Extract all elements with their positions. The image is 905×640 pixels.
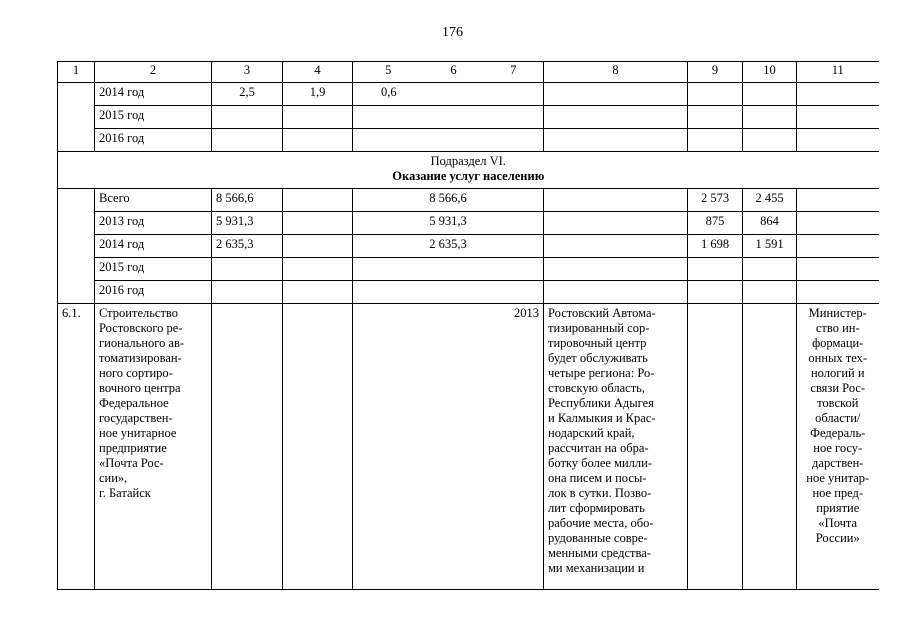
col-num-4: 4 <box>283 62 353 83</box>
col-num-6: 6 <box>424 62 484 83</box>
col-num-11: 11 <box>797 62 879 83</box>
value-cell <box>353 83 544 106</box>
blank-cell <box>58 83 95 152</box>
item-description: Ростовский Автома- тизированный сор- тировочный центр будет обслуживать четыре региона: Ро- стовскую область, Республики Адыгея и Калмыкия и Крас- нодарский край, рассчитан на обра- ботку более милли- она писем и посы- лок в сутки. Позво- лит сформировать рабочие места, обо- рудованные совре- менными средства- ми механизации и <box>544 304 688 590</box>
blank-cell <box>283 235 353 258</box>
value-cell: 1,9 <box>283 83 353 106</box>
blank-cell <box>743 83 797 106</box>
blank-cell <box>283 129 353 152</box>
year-label: 2016 год <box>95 129 212 152</box>
item-responsible: Министер- ство ин- формаци- онных тех- нологий и связи Рос- товской области/ Федераль- ное госу- дарствен- ное унитар- ное пред- приятие «Почта России» <box>797 304 879 590</box>
blank-cell <box>353 106 544 129</box>
blank-cell <box>283 106 353 129</box>
table-row <box>58 83 879 106</box>
table-row <box>58 281 879 304</box>
blank-cell <box>353 281 544 304</box>
value-cell: 1 591 <box>743 235 797 258</box>
section-heading <box>58 152 879 189</box>
blank-cell <box>544 281 688 304</box>
col-num-10: 10 <box>743 62 797 83</box>
row-label: 2013 год <box>95 212 212 235</box>
item-number: 6.1. <box>58 304 95 590</box>
blank-cell <box>797 129 879 152</box>
section-number: Подраздел VI. <box>430 154 506 168</box>
blank-cell <box>688 106 743 129</box>
blank-cell <box>797 106 879 129</box>
blank-cell <box>283 212 353 235</box>
item-row <box>58 304 879 590</box>
blank-cell <box>283 189 353 212</box>
table-row <box>58 129 879 152</box>
page-number: 176 <box>442 25 463 40</box>
item-name: Строительство Ростовского ре- гионального ав- томатизирован- ного сортиро- вочного центра Федеральное государствен- ное унитарное предприятие «Почта Рос- сии», г. Батайск <box>95 304 212 590</box>
col-num-5: 5 <box>353 62 424 83</box>
blank-cell <box>743 281 797 304</box>
col-num-1: 1 <box>58 62 95 83</box>
blank-cell <box>688 83 743 106</box>
blank-cell <box>544 189 688 212</box>
blank-cell <box>283 281 353 304</box>
value-cell: 1 698 <box>688 235 743 258</box>
value-cell: 5 931,3 <box>353 212 544 235</box>
value-text: 0,6 <box>381 85 397 99</box>
blank-cell <box>743 304 797 590</box>
blank-cell <box>688 281 743 304</box>
blank-cell <box>797 235 879 258</box>
section-row <box>58 152 879 189</box>
section-title: Оказание услуг населению <box>392 169 545 183</box>
program-table <box>57 61 879 590</box>
value-cell: 2 635,3 <box>353 235 544 258</box>
blank-cell <box>212 129 283 152</box>
blank-cell <box>797 189 879 212</box>
year-label: 2014 год <box>95 83 212 106</box>
value-cell: 875 <box>688 212 743 235</box>
col-num-2: 2 <box>95 62 212 83</box>
blank-cell <box>212 281 283 304</box>
blank-cell <box>353 129 544 152</box>
item-year: 2013 <box>353 304 544 590</box>
value-cell: 8 566,6 <box>212 189 283 212</box>
value-cell: 8 566,6 <box>353 189 544 212</box>
blank-cell <box>544 212 688 235</box>
row-label: 2015 год <box>95 258 212 281</box>
row-label: Всего <box>95 189 212 212</box>
blank-cell <box>212 304 283 590</box>
table-row <box>58 235 879 258</box>
value-cell: 864 <box>743 212 797 235</box>
value-cell: 2 573 <box>688 189 743 212</box>
blank-cell <box>353 258 544 281</box>
column-number-row <box>58 62 879 83</box>
row-label: 2016 год <box>95 281 212 304</box>
blank-cell <box>743 106 797 129</box>
col-num-3: 3 <box>212 62 283 83</box>
blank-cell <box>544 106 688 129</box>
blank-cell <box>212 106 283 129</box>
blank-cell <box>58 189 95 304</box>
value-cell: 2 455 <box>743 189 797 212</box>
col-num-7: 7 <box>484 62 544 83</box>
year-label: 2015 год <box>95 106 212 129</box>
blank-cell <box>797 212 879 235</box>
blank-cell <box>283 258 353 281</box>
row-label: 2014 год <box>95 235 212 258</box>
blank-cell <box>797 258 879 281</box>
value-cell: 2,5 <box>212 83 283 106</box>
table-row <box>58 189 879 212</box>
blank-cell <box>283 304 353 590</box>
blank-cell <box>688 258 743 281</box>
blank-cell <box>797 83 879 106</box>
blank-cell <box>797 281 879 304</box>
table-row <box>58 106 879 129</box>
blank-cell <box>544 235 688 258</box>
blank-cell <box>544 129 688 152</box>
blank-cell <box>212 258 283 281</box>
value-cell: 2 635,3 <box>212 235 283 258</box>
value-cell: 5 931,3 <box>212 212 283 235</box>
blank-cell <box>544 258 688 281</box>
blank-cell <box>743 258 797 281</box>
col-num-8: 8 <box>544 62 688 83</box>
table-row <box>58 212 879 235</box>
blank-cell <box>544 83 688 106</box>
table-row <box>58 258 879 281</box>
blank-cell <box>743 129 797 152</box>
blank-cell <box>688 304 743 590</box>
col-num-9: 9 <box>688 62 743 83</box>
blank-cell <box>688 129 743 152</box>
